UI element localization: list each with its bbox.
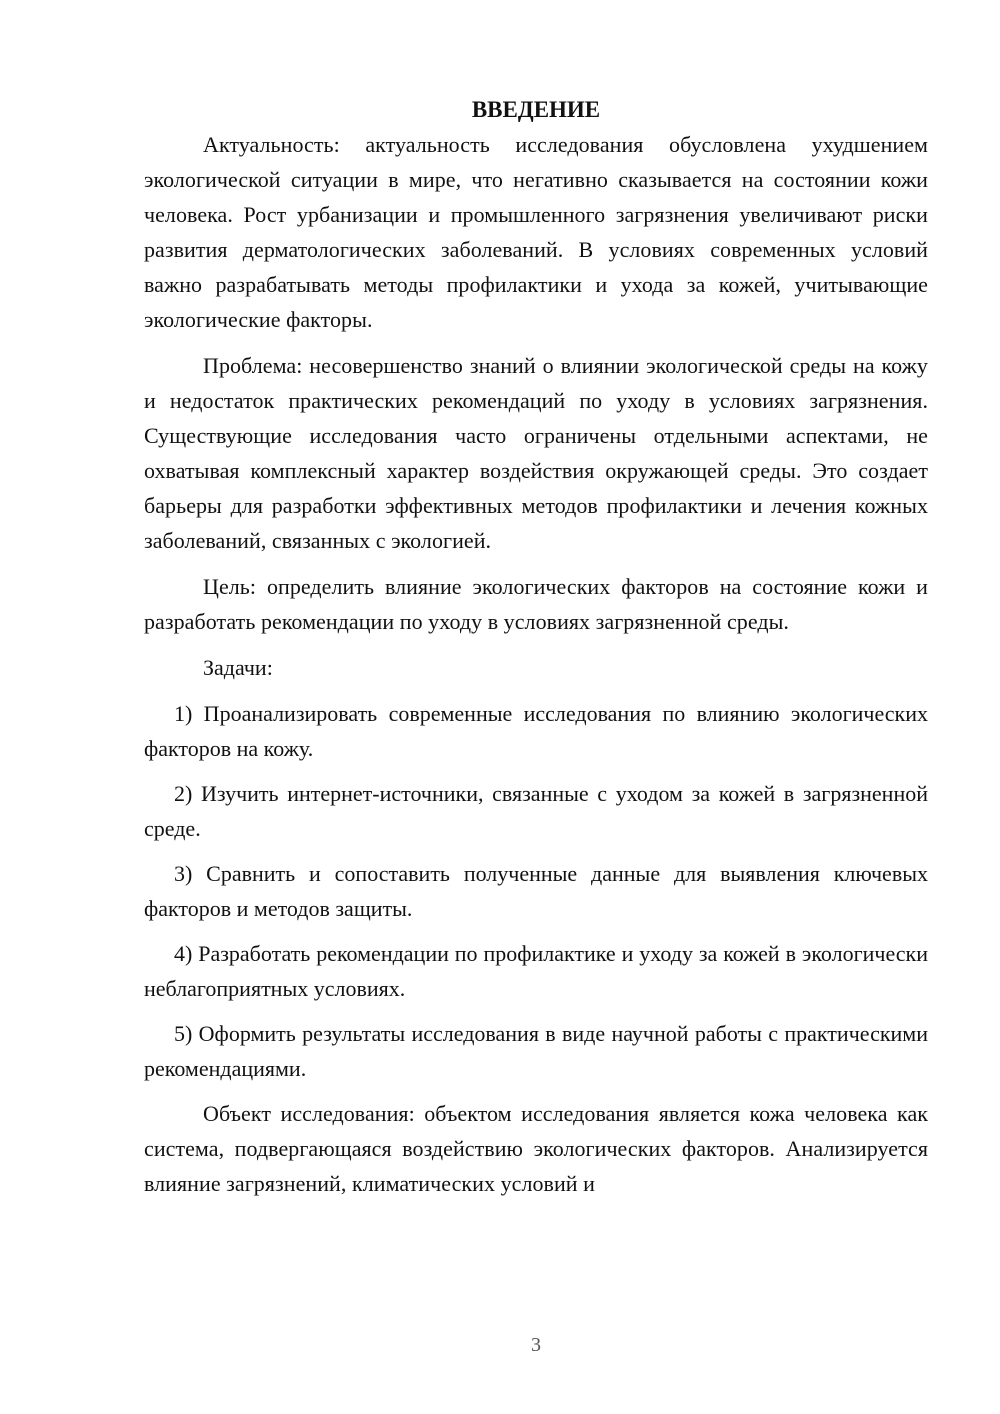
task-item-4: 4) Разработать рекомендации по профилактике и уходу за кожей в экологически неблагоприятных условиях. (144, 941, 928, 1001)
goal-paragraph: Цель: определить влияние экологических факторов на состояние кожи и разработать рекомендации по уходу в условиях загрязненной среды. (144, 574, 928, 634)
task-item-5: 5) Оформить результаты исследования в виде научной работы с практическими рекомендациями. (144, 1021, 928, 1081)
tasks-label: Задачи: (203, 655, 273, 680)
problem-paragraph: Проблема: несовершенство знаний о влиянии экологической среды на кожу и недостаток практических рекомендаций по уходу в условиях загрязнения. Существующие исследования часто ограничены отдельными аспектами, не охватывая комплексный характер воздействия окружающей среды. Это создает барьеры для разработки эффективных методов профилактики и лечения кожных заболеваний, связанных с экологией. (144, 353, 928, 553)
relevance-paragraph: Актуальность: актуальность исследования обусловлена ухудшением экологической ситуации в мире, что негативно сказывается на состоянии кожи человека. Рост урбанизации и промышленного загрязнения увеличивают риски развития дерматологических заболеваний. В условиях современных условий важно разрабатывать методы профилактики и ухода за кожей, учитывающие экологические факторы. (144, 132, 928, 332)
task-item-1: 1) Проанализировать современные исследования по влиянию экологических факторов на кожу. (144, 701, 928, 761)
object-paragraph: Объект исследования: объектом исследования является кожа человека как система, подвергающаяся воздействию экологических факторов. Анализируется влияние загрязнений, климатических условий и (144, 1101, 928, 1196)
task-item-2: 2) Изучить интернет-источники, связанные с уходом за кожей в загрязненной среде. (144, 781, 928, 841)
task-item-3: 3) Сравнить и сопоставить полученные данные для выявления ключевых факторов и методов защиты. (144, 861, 928, 921)
page-number: 3 (531, 1334, 541, 1356)
document-page (144, 95, 928, 1201)
page-title: ВВЕДЕНИЕ (471, 97, 601, 122)
